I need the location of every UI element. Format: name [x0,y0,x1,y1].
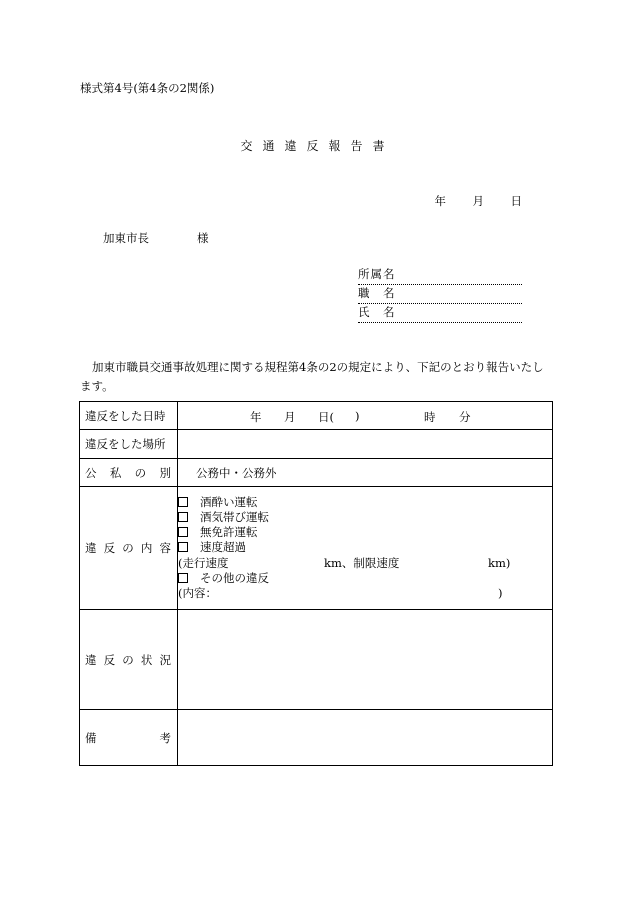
remarks-label-char: 考 [159,730,171,745]
remarks-label-char: 備 [85,730,97,745]
checkbox-unlicensed-driving[interactable] [178,525,552,540]
content-label-char: 反 [103,541,116,555]
addressee-honorific: 様 [197,231,209,245]
checkbox-icon[interactable] [178,512,188,522]
content-label [80,487,178,610]
date-day: 日 [510,194,522,208]
checkbox-label: 無免許運転 [200,525,258,540]
detail-close-label: ) [498,585,503,600]
checkbox-alcohol-driving[interactable] [178,510,552,525]
place-value[interactable] [178,430,553,459]
speed-km-close-label: km) [488,555,511,570]
duty-label-char: 私 [109,465,122,480]
content-label-char: 違 [85,541,97,555]
datetime-hour: 時 [424,410,436,424]
sender-block [358,266,522,323]
remarks-value[interactable] [178,710,553,766]
checkbox-icon[interactable] [178,573,188,583]
duty-label [80,459,178,487]
checkbox-icon[interactable] [178,527,188,537]
row-content [80,487,553,610]
situation-label-char: 違 [85,652,97,667]
checkbox-label: その他の違反 [200,570,269,585]
speed-km-limit-label: km、制限速度 [324,555,400,570]
position-label: 職 名 [358,286,396,300]
content-label-char: 容 [159,541,171,555]
situation-label-char: の [122,652,134,667]
row-place [80,430,553,459]
document-title-text: 交通違反報告書 [240,139,395,153]
situation-label-char: 反 [103,652,116,667]
name-field[interactable] [358,304,522,323]
content-label-char: 内 [140,541,153,555]
intro-paragraph: 加東市職員交通事故処理に関する規程第4条の2の規定により、下記のとおり報告いたします。 [80,360,544,393]
document-title [0,137,630,154]
row-datetime [80,402,553,430]
speed-open-label: (走行速度 [178,555,229,570]
detail-open-label: (内容： [178,585,217,600]
datetime-day-close: ) [355,409,360,423]
row-situation [80,610,553,710]
duty-label-char: 公 [85,465,97,480]
addressee-name: 加東市長 [103,231,149,245]
form-number: 様式第4号(第4条の2関係) [80,81,215,95]
content-value [178,487,553,610]
content-label-char: の [122,541,134,555]
report-date [435,193,523,209]
checkbox-speeding[interactable] [178,540,552,555]
datetime-value[interactable] [178,402,553,430]
duty-label-char: の [134,465,147,480]
place-label: 違反をした場所 [80,430,178,459]
situation-label-char: 況 [159,652,171,667]
checkbox-icon[interactable] [178,497,188,507]
position-field[interactable] [358,285,522,304]
affiliation-field[interactable] [358,266,522,285]
speed-detail-line [178,556,552,571]
report-table [79,401,553,766]
date-year: 年 [434,194,446,208]
datetime-day: 日( [318,410,334,424]
situation-label [80,610,178,710]
checkbox-label: 酒酔い運転 [200,494,258,509]
checkbox-icon[interactable] [178,542,188,552]
addressee [103,230,209,246]
checkbox-drunk-driving[interactable] [178,495,552,510]
affiliation-label: 所属名 [358,267,396,281]
row-duty [80,459,553,487]
duty-value[interactable]: 公務中・公務外 [178,459,553,487]
duty-label-char: 別 [159,465,171,480]
other-detail-line [178,586,552,601]
situation-value[interactable] [178,610,553,710]
situation-label-char: 状 [140,652,153,667]
remarks-label [80,710,178,766]
datetime-year: 年 [250,410,262,424]
datetime-label: 違反をした日時 [80,402,178,430]
date-month: 月 [472,194,484,208]
row-remarks [80,710,553,766]
checkbox-label: 酒気帯び運転 [200,510,269,525]
checkbox-label: 速度超過 [200,540,246,555]
name-label: 氏 名 [358,305,396,319]
checkbox-other-violation[interactable] [178,571,552,586]
datetime-minute: 分 [459,410,471,424]
datetime-month: 月 [284,410,296,424]
